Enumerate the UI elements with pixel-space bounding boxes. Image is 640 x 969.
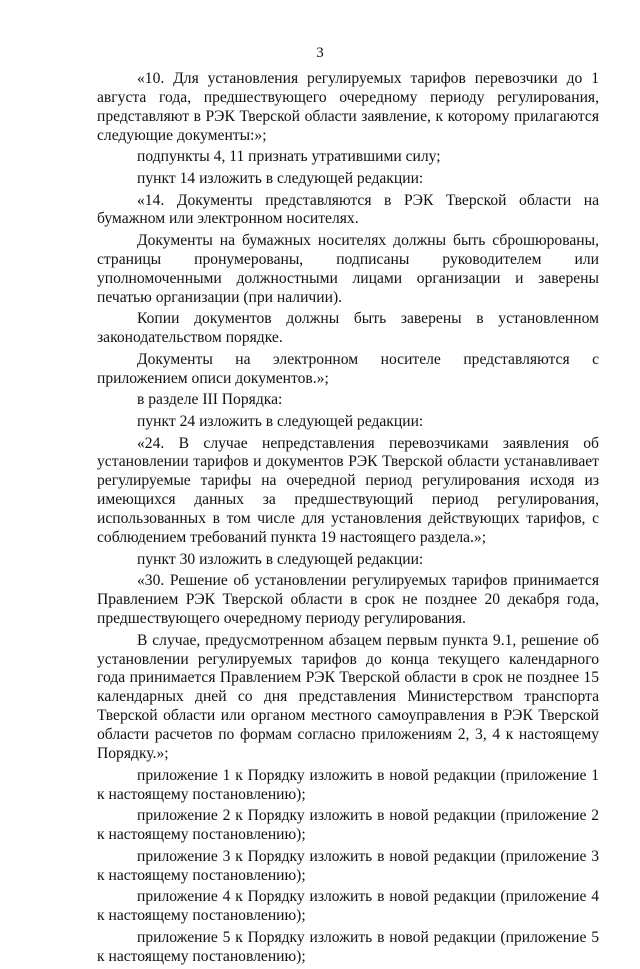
- paragraph-appendix-3: приложение 3 к Порядку изложить в новой редакции (приложение 3 к настоящему постановлению);: [97, 847, 599, 884]
- paragraph-clause-14-intro: пункт 14 изложить в следующей редакции:: [137, 169, 424, 187]
- paragraph-clause-24: «24. В случае непредставления перевозчиками заявления об установлении тарифов и документов РЭК Тверской области устанавливает регулируемые тарифы на очередной период регулирования исходя из имеющихся данных за предшествующий период регулирования, использованных в том числе для установления действующих тарифов, с соблюдением требований пункта 19 настоящего раздела.»;: [97, 434, 599, 547]
- paragraph-clause-30-intro: пункт 30 изложить в следующей редакции:: [137, 550, 424, 568]
- paragraph-appendix-1: приложение 1 к Порядку изложить в новой редакции (приложение 1 к настоящему постановлению);: [97, 766, 599, 803]
- paragraph-appendix-5: приложение 5 к Порядку изложить в новой редакции (приложение 5 к настоящему постановлению);: [97, 928, 599, 965]
- paragraph-clause-30-case: В случае, предусмотренном абзацем первым пункта 9.1, решение об установлении регулируемых тарифов до конца текущего календарного года принимается Правлением РЭК Тверской области в срок не позднее 15 календарных дней со дня представления Министерством транспорта Тверской области или органом местного самоуправления в РЭК Тверской области расчетов по формам согласно приложениям 2, 3, 4 к настоящему Порядку.»;: [97, 631, 599, 763]
- paragraph-section-3: в разделе III Порядка:: [137, 391, 283, 409]
- paragraph-appendix-2: приложение 2 к Порядку изложить в новой редакции (приложение 2 к настоящему постановлению);: [97, 807, 599, 844]
- page-number: 3: [316, 45, 324, 61]
- paragraph-subclauses-void: подпункты 4, 11 признать утратившими силу;: [137, 148, 441, 166]
- paragraph-clause-14: «14. Документы представляются в РЭК Тверской области на бумажном или электронном носителях.: [97, 191, 599, 228]
- paragraph-electronic-documents: Документы на электронном носителе представляются с приложением описи документов.»;: [97, 350, 599, 387]
- paragraph-copies: Копии документов должны быть заверены в установленном законодательством порядке.: [97, 310, 599, 347]
- document-body: [97, 70, 599, 969]
- paragraph-clause-10: «10. Для установления регулируемых тарифов перевозчики до 1 августа года, предшествующего очередному периоду регулирования, представляют в РЭК Тверской области заявление, к которому прилагаются следующие документы:»;: [97, 70, 599, 144]
- paragraph-paper-documents: Документы на бумажных носителях должны быть сброшюрованы, страницы пронумерованы, подписаны руководителем или уполномоченными должностными лицами организации и заверены печатью организации (при наличии).: [97, 232, 599, 306]
- paragraph-clause-24-intro: пункт 24 изложить в следующей редакции:: [137, 412, 424, 430]
- paragraph-appendix-4: приложение 4 к Порядку изложить в новой редакции (приложение 4 к настоящему постановлению);: [97, 888, 599, 925]
- paragraph-clause-30: «30. Решение об установлении регулируемых тарифов принимается Правлением РЭК Тверской области в срок не позднее 20 декабря года, предшествующего очередному периоду регулирования.: [97, 572, 599, 628]
